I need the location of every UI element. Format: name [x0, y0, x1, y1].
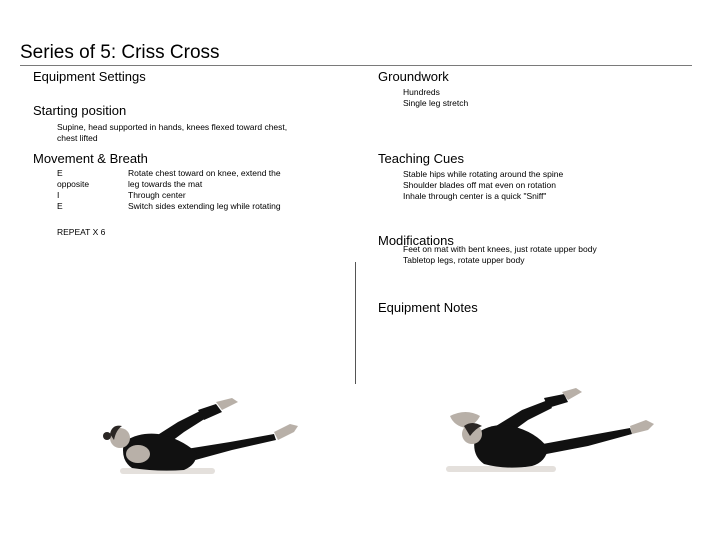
equipment-notes-heading: Equipment Notes [378, 300, 478, 315]
teaching-cue-item: Shoulder blades off mat even on rotation [403, 180, 556, 190]
breath-item: E [57, 201, 63, 211]
equipment-settings-heading: Equipment Settings [33, 69, 146, 84]
bare-arm [126, 445, 150, 463]
movement-step: Rotate chest toward on knee, extend the [128, 168, 281, 178]
breath-item: I [57, 190, 60, 200]
teaching-cue-item: Inhale through center is a quick "Sniff" [403, 191, 547, 201]
modifications-heading: Modifications [378, 233, 454, 248]
bent-shin [544, 394, 568, 408]
teaching-cues-heading: Teaching Cues [378, 151, 464, 166]
movement-step: leg towards the mat [128, 179, 203, 189]
bent-foot [216, 398, 238, 410]
hair-bun [103, 432, 111, 440]
modification-item: Feet on mat with bent knees, just rotate upper body [403, 244, 597, 254]
starting-position-line: Supine, head supported in hands, knees flexed toward chest, [57, 122, 288, 132]
movement-steps [128, 168, 281, 212]
title-divider [20, 65, 692, 66]
movement-step: Through center [128, 190, 186, 200]
criss-cross-photo-left [98, 398, 300, 478]
repeat-count: REPEAT X 6 [57, 227, 106, 237]
starting-position-line: chest lifted [57, 133, 98, 143]
modifications-list [403, 244, 597, 266]
groundwork-item: Hundreds [403, 87, 440, 97]
column-divider [355, 262, 356, 384]
starting-position-heading: Starting position [33, 103, 127, 118]
teaching-cue-item: Stable hips while rotating around the spine [403, 169, 564, 179]
breath-item: E [57, 168, 63, 178]
page-title: Series of 5: Criss Cross [20, 42, 220, 63]
groundwork-list [403, 87, 468, 109]
groundwork-heading: Groundwork [378, 69, 449, 84]
groundwork-item: Single leg stretch [403, 98, 469, 108]
breath-column [57, 168, 89, 212]
movement-step: Switch sides extending leg while rotating [128, 201, 281, 211]
modification-item: Tabletop legs, rotate upper body [403, 255, 525, 265]
movement-breath-heading: Movement & Breath [33, 151, 148, 166]
torso [474, 425, 548, 468]
teaching-cues-list [403, 169, 563, 202]
extended-foot [274, 424, 298, 440]
criss-cross-photo-right [436, 386, 658, 476]
extended-foot [630, 420, 654, 434]
breath-item: opposite [57, 179, 90, 189]
starting-position-text [57, 122, 287, 144]
